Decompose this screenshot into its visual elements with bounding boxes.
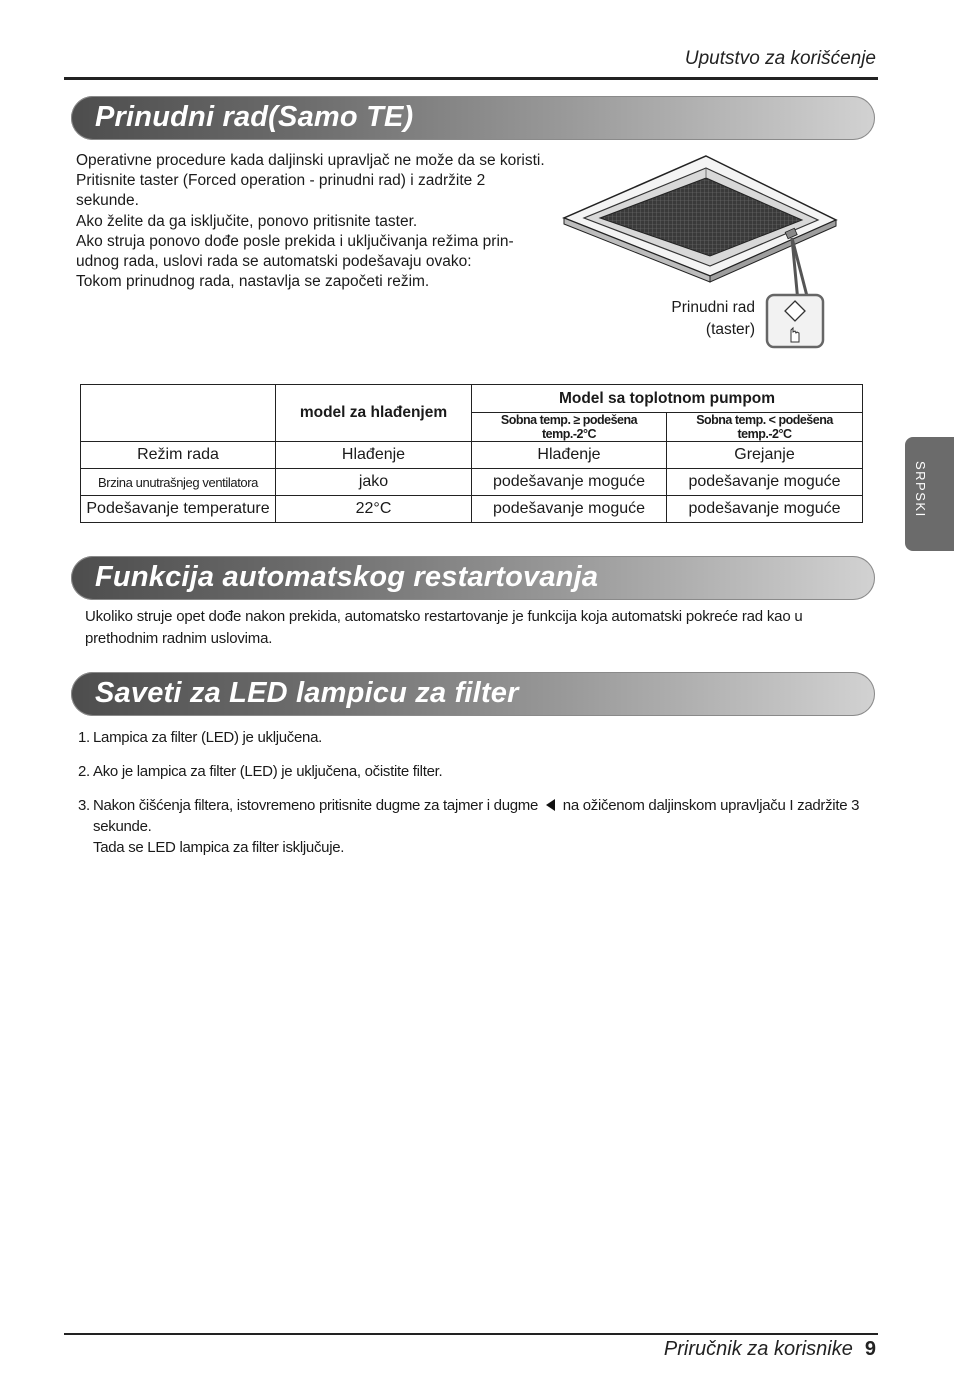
paragraph-line: prethodnim radnim uslovima.	[85, 630, 273, 647]
intro-line: Tokom prinudnog rada, nastavlja se započeti režim.	[76, 273, 430, 291]
forced-operation-table	[80, 384, 863, 523]
forced-button-label	[640, 297, 755, 341]
table-cell: 22°C	[276, 496, 472, 523]
page-number: 9	[864, 1338, 876, 1360]
list-text: Lampica za filter (LED) je uključena.	[93, 729, 323, 746]
list-text-part: Tada se LED lampica za filter isključuje.	[93, 839, 345, 856]
figure-label-line2: (taster)	[705, 321, 755, 338]
section-bar-auto-restart	[71, 556, 875, 600]
table-cell: Grejanje	[667, 442, 863, 469]
figure-label-line1: Prinudni rad	[671, 299, 755, 316]
section-bar-forced-operation	[71, 96, 875, 140]
intro-line: Pritisnite taster (Forced operation - prinudni rad) i zadržite 2	[76, 172, 486, 190]
table-cell: podešavanje moguće	[472, 496, 667, 523]
footer-title: Priručnik za korisnike	[663, 1338, 853, 1360]
table-sub-ge: Sobna temp. ≥ podešena temp.-2°C	[472, 413, 667, 442]
section-title: Funkcija automatskog restartovanja	[95, 561, 599, 593]
table-sub-lt: Sobna temp. < podešena temp.-2°C	[667, 413, 863, 442]
intro-line: sekunde.	[76, 192, 139, 210]
page-footer	[664, 1338, 876, 1361]
page-header-title: Uputstvo za korišćenje	[684, 48, 876, 69]
left-triangle-icon	[546, 799, 555, 811]
forced-button-icon	[767, 295, 823, 347]
list-text: Ako je lampica za filter (LED) je uključena, očistite filter.	[93, 763, 443, 780]
section-title: Saveti za LED lampicu za filter	[95, 677, 519, 709]
table-row-label: Podešavanje temperature	[81, 496, 276, 523]
intro-line: Ako želite da ga isključite, ponovo pritisnite taster.	[76, 212, 418, 230]
list-number: 1.	[78, 729, 90, 746]
list-text-part: na ožičenom daljinskom upravljaču I zadržite 3	[562, 797, 860, 814]
table-row	[81, 469, 863, 496]
table-row-label: Brzina unutrašnjeg ventilatora	[81, 469, 276, 496]
auto-restart-text	[85, 606, 865, 650]
list-text-part: sekunde.	[93, 818, 152, 835]
table-cell: podešavanje moguće	[667, 469, 863, 496]
list-number: 3.	[78, 797, 90, 814]
list-number: 2.	[78, 763, 90, 780]
footer-rule	[64, 1333, 878, 1335]
section-bar-led-filter	[71, 672, 875, 716]
table-col-cooling: model za hlađenjem	[276, 385, 472, 442]
intro-line: Operativne procedure kada daljinski upravljač ne može da se koristi.	[76, 152, 545, 169]
table-row-label: Režim rada	[81, 442, 276, 469]
table-empty-header	[81, 385, 276, 442]
list-text-part: Nakon čišćenja filtera, istovremeno pritisnite dugme za tajmer i dugme	[93, 797, 539, 814]
intro-line: Ako struja ponovo dođe posle prekida i uključivanja režima prin-	[76, 232, 514, 250]
table-cell: jako	[276, 469, 472, 496]
table-row	[81, 496, 863, 523]
table-cell: Hlađenje	[472, 442, 667, 469]
header-rule	[64, 77, 878, 80]
table-cell: Hlađenje	[276, 442, 472, 469]
intro-line: udnog rada, uslovi rada se automatski podešavaju ovako:	[76, 253, 472, 271]
language-tab-label: SRPSKI	[913, 461, 928, 518]
intro-text	[76, 151, 576, 292]
language-side-tab	[905, 437, 954, 551]
table-cell: podešavanje moguće	[667, 496, 863, 523]
paragraph-line: Ukoliko struje opet dođe nakon prekida, automatsko restartovanje je funkcija koja automatski pokreće rad kao u	[85, 608, 803, 625]
table-row	[81, 442, 863, 469]
list-text	[93, 795, 878, 858]
table-cell: podešavanje moguće	[472, 469, 667, 496]
table-col-heatpump: Model sa toplotnom pumpom	[472, 385, 863, 413]
section-title: Prinudni rad(Samo TE)	[95, 101, 414, 133]
